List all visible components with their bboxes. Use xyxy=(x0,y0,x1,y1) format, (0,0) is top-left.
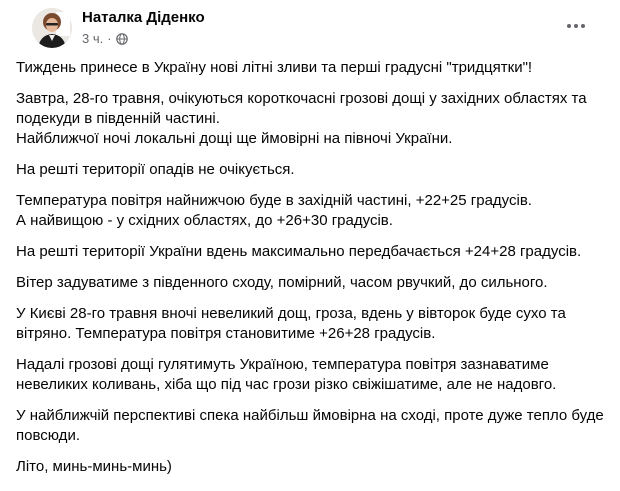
post-header xyxy=(16,0,604,58)
post-options-button[interactable] xyxy=(562,14,590,38)
post-paragraph: Найближчої ночі локальні дощі ще ймовірні на півночі України. xyxy=(16,130,453,147)
post-paragraph: На решті території опадів не очікується. xyxy=(16,161,295,178)
more-horizontal-icon xyxy=(566,23,586,29)
post-paragraph: Літо, минь-минь-минь) xyxy=(16,458,172,475)
avatar-photo-icon xyxy=(32,8,72,48)
post-meta xyxy=(82,31,128,46)
post-paragraph: Тиждень принесе в Україну нові літні зливи та перші градусні "тридцятки"! xyxy=(16,59,533,76)
post-paragraph: У найближчій перспективі спека найбільш ймовірна на сході, проте дуже тепло буде повсюди. xyxy=(16,407,604,444)
meta-separator: · xyxy=(107,31,112,46)
author-avatar[interactable] xyxy=(32,8,72,48)
post-paragraph: Надалі грозові дощі гулятимуть Україною, температура повітря зазнаватиме невеликих коливань, хіба що під час грози різко свіжішатиме, але не надовго. xyxy=(16,356,557,393)
post-paragraph: На решті території України вдень максимально передбачається +24+28 градусів. xyxy=(16,243,582,260)
post-paragraph: Температура повітря найнижчою буде в західній частині, +22+25 градусів. xyxy=(16,192,532,209)
post-paragraph: Вітер задуватиме з південного сходу, помірний, часом рвучкий, до сильного. xyxy=(16,274,548,291)
author-name[interactable]: Наталка Діденко xyxy=(82,9,205,26)
post-paragraph: Завтра, 28-го травня, очікуються короткочасні грозові дощі у західних областях та подекуди в південній частині. xyxy=(16,90,587,127)
post-text xyxy=(16,58,604,477)
globe-icon xyxy=(116,33,128,45)
post-timestamp[interactable]: 3 ч. xyxy=(82,31,104,46)
post-paragraph: А найвищою - у східних областях, до +26+30 градусів. xyxy=(16,212,393,229)
post-paragraph: У Києві 28-го травня вночі невеликий дощ, гроза, вдень у вівторок буде сухо та вітряно. Температура повітря становитиме +26+28 градусів. xyxy=(16,305,566,342)
